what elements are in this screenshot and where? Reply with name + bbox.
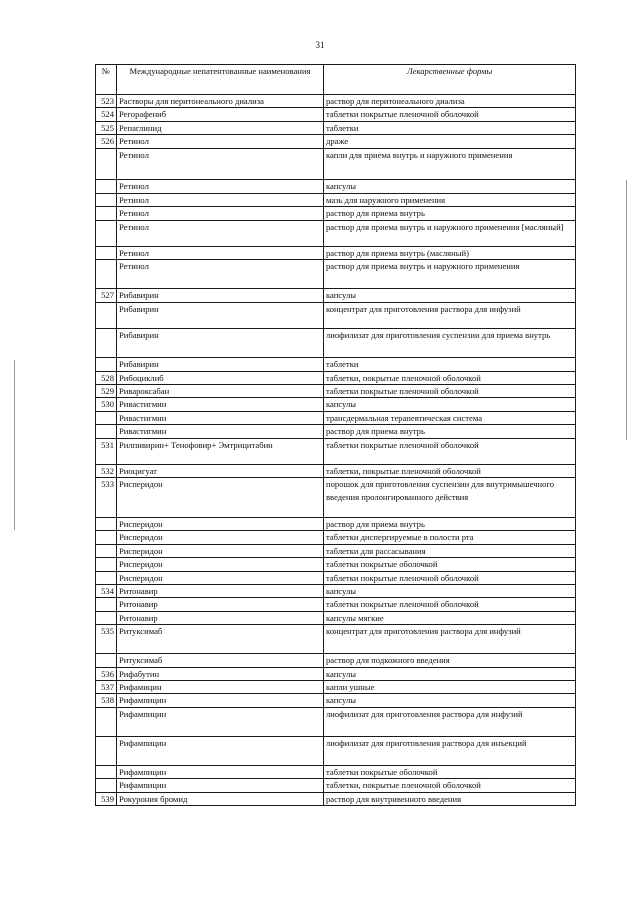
row-number xyxy=(96,358,117,371)
table-row xyxy=(96,411,576,424)
table-header-row xyxy=(96,65,576,95)
dosage-form: таблетки xyxy=(324,358,576,371)
table-row xyxy=(96,193,576,206)
row-number: 524 xyxy=(96,108,117,121)
table-row xyxy=(96,765,576,778)
dosage-form: капсулы xyxy=(324,398,576,411)
inn-name: Рисперидон xyxy=(117,558,324,571)
inn-name: Рибавирин xyxy=(117,329,324,358)
table-row xyxy=(96,558,576,571)
dosage-form: таблетки покрытые пленочной оболочкой xyxy=(324,384,576,397)
medications-table xyxy=(95,64,576,806)
inn-name: Ритуксимаб xyxy=(117,654,324,667)
inn-name: Рокурония бромид xyxy=(117,792,324,805)
header-inn: Международные непатентованные наименования xyxy=(117,65,324,95)
table-row xyxy=(96,654,576,667)
table-row xyxy=(96,425,576,438)
row-number xyxy=(96,611,117,624)
dosage-form: концентрат для приготовления раствора для инфузий xyxy=(324,625,576,654)
dosage-form: таблетки покрытые пленочной оболочкой xyxy=(324,108,576,121)
table-row xyxy=(96,438,576,464)
header-number: № xyxy=(96,65,117,95)
table-row xyxy=(96,135,576,148)
inn-name: Ретинол xyxy=(117,148,324,180)
dosage-form: раствор для внутривенного введения xyxy=(324,792,576,805)
inn-name: Рисперидон xyxy=(117,478,324,518)
inn-name: Ритонавир xyxy=(117,584,324,597)
row-number: 536 xyxy=(96,667,117,680)
inn-name: Риоцигуат xyxy=(117,464,324,477)
dosage-form: таблетки диспергируемые в полости рта xyxy=(324,531,576,544)
header-dosage-forms: Лекарственные формы xyxy=(324,65,576,95)
table-row xyxy=(96,517,576,530)
table-row xyxy=(96,180,576,193)
inn-name: Рисперидон xyxy=(117,544,324,557)
table-row xyxy=(96,384,576,397)
row-number: 525 xyxy=(96,121,117,134)
dosage-form: раствор для приема внутрь xyxy=(324,517,576,530)
table-row xyxy=(96,246,576,259)
row-number: 533 xyxy=(96,478,117,518)
dosage-form: таблетки, покрытые пленочной оболочкой xyxy=(324,464,576,477)
dosage-form: таблетки покрытые пленочной оболочкой xyxy=(324,598,576,611)
row-number xyxy=(96,598,117,611)
dosage-form: концентрат для приготовления раствора для инфузий xyxy=(324,302,576,328)
scan-mark-right xyxy=(626,180,627,440)
table-row xyxy=(96,398,576,411)
dosage-form: раствор для приема внутрь (масляный) xyxy=(324,246,576,259)
dosage-form: раствор для приема внутрь xyxy=(324,207,576,220)
row-number: 532 xyxy=(96,464,117,477)
row-number xyxy=(96,302,117,328)
inn-name: Рифампицин xyxy=(117,694,324,707)
inn-name: Ретинол xyxy=(117,207,324,220)
inn-name: Рифабутин xyxy=(117,667,324,680)
row-number: 526 xyxy=(96,135,117,148)
row-number xyxy=(96,411,117,424)
dosage-form: порошок для приготовления суспензии для внутримышечного введения пролонгированного действия xyxy=(324,478,576,518)
page-number: 31 xyxy=(315,40,325,50)
inn-name: Рифампицин xyxy=(117,707,324,736)
table-row xyxy=(96,329,576,358)
dosage-form: лиофилизат для приготовления суспензии для приема внутрь xyxy=(324,329,576,358)
table-row xyxy=(96,464,576,477)
row-number: 537 xyxy=(96,681,117,694)
table-row xyxy=(96,289,576,302)
table-row xyxy=(96,611,576,624)
row-number: 539 xyxy=(96,792,117,805)
inn-name: Рибавирин xyxy=(117,302,324,328)
scan-mark-left xyxy=(14,360,15,530)
dosage-form: таблетки покрытые пленочной оболочкой xyxy=(324,438,576,464)
inn-name: Ретинол xyxy=(117,246,324,259)
row-number xyxy=(96,220,117,246)
dosage-form: капли ушные xyxy=(324,681,576,694)
inn-name: Ривароксабан xyxy=(117,384,324,397)
row-number xyxy=(96,779,117,792)
table-row xyxy=(96,302,576,328)
row-number xyxy=(96,246,117,259)
row-number xyxy=(96,765,117,778)
row-number xyxy=(96,148,117,180)
dosage-form: капсулы xyxy=(324,584,576,597)
inn-name: Ретинол xyxy=(117,135,324,148)
row-number xyxy=(96,329,117,358)
table-row xyxy=(96,544,576,557)
dosage-form: раствор для приема внутрь и наружного применения [масляный] xyxy=(324,220,576,246)
row-number: 529 xyxy=(96,384,117,397)
inn-name: Ривастигмин xyxy=(117,411,324,424)
row-number xyxy=(96,180,117,193)
dosage-form: раствор для приема внутрь и наружного применения xyxy=(324,260,576,289)
inn-name: Регорафениб xyxy=(117,108,324,121)
inn-name: Ретинол xyxy=(117,220,324,246)
inn-name: Рибоциклиб xyxy=(117,371,324,384)
dosage-form: капсулы мягкие xyxy=(324,611,576,624)
inn-name: Рилпивирин+ Тенофовир+ Эмтрицитабин xyxy=(117,438,324,464)
table-body xyxy=(96,95,576,806)
table-row xyxy=(96,95,576,108)
dosage-form: раствор для перитонеального диализа xyxy=(324,95,576,108)
row-number xyxy=(96,736,117,765)
row-number: 523 xyxy=(96,95,117,108)
dosage-form: драже xyxy=(324,135,576,148)
dosage-form: таблетки, покрытые пленочной оболочкой xyxy=(324,779,576,792)
table-row xyxy=(96,694,576,707)
table-row xyxy=(96,108,576,121)
dosage-form: капли для приема внутрь и наружного применения xyxy=(324,148,576,180)
row-number: 534 xyxy=(96,584,117,597)
dosage-form: лиофилизат для приготовления раствора для инфузий xyxy=(324,707,576,736)
inn-name: Ритонавир xyxy=(117,611,324,624)
dosage-form: лиофилизат для приготовления раствора для инъекций xyxy=(324,736,576,765)
row-number: 535 xyxy=(96,625,117,654)
row-number xyxy=(96,571,117,584)
dosage-form: таблетки покрытые оболочкой xyxy=(324,558,576,571)
inn-name: Ритуксимаб xyxy=(117,625,324,654)
inn-name: Рифампицин xyxy=(117,736,324,765)
row-number xyxy=(96,207,117,220)
dosage-form: таблетки для рассасывания xyxy=(324,544,576,557)
dosage-form: таблетки, покрытые пленочной оболочкой xyxy=(324,371,576,384)
row-number xyxy=(96,260,117,289)
row-number xyxy=(96,544,117,557)
dosage-form: таблетки покрытые пленочной оболочкой xyxy=(324,571,576,584)
table-row xyxy=(96,260,576,289)
inn-name: Ретинол xyxy=(117,180,324,193)
dosage-form: капсулы xyxy=(324,180,576,193)
inn-name: Рифампицин xyxy=(117,765,324,778)
table-row xyxy=(96,667,576,680)
dosage-form: капсулы xyxy=(324,667,576,680)
row-number xyxy=(96,558,117,571)
dosage-form: раствор для приема внутрь xyxy=(324,425,576,438)
row-number xyxy=(96,531,117,544)
inn-name: Рисперидон xyxy=(117,517,324,530)
table-row xyxy=(96,584,576,597)
table-row xyxy=(96,625,576,654)
table-row xyxy=(96,736,576,765)
row-number: 528 xyxy=(96,371,117,384)
dosage-form: капсулы xyxy=(324,694,576,707)
row-number: 530 xyxy=(96,398,117,411)
table-row xyxy=(96,148,576,180)
dosage-form: раствор для подкожного введения xyxy=(324,654,576,667)
inn-name: Рифамицин xyxy=(117,681,324,694)
inn-name: Ретинол xyxy=(117,260,324,289)
row-number xyxy=(96,707,117,736)
inn-name: Рибавирин xyxy=(117,358,324,371)
dosage-form: таблетки покрытые оболочкой xyxy=(324,765,576,778)
inn-name: Растворы для перитонеального диализа xyxy=(117,95,324,108)
row-number: 531 xyxy=(96,438,117,464)
table-row xyxy=(96,478,576,518)
table-row xyxy=(96,121,576,134)
row-number: 527 xyxy=(96,289,117,302)
row-number xyxy=(96,193,117,206)
table-row xyxy=(96,358,576,371)
inn-name: Репаглинид xyxy=(117,121,324,134)
dosage-form: трансдермальная терапевтическая система xyxy=(324,411,576,424)
table-row xyxy=(96,707,576,736)
table-row xyxy=(96,531,576,544)
table-row xyxy=(96,371,576,384)
inn-name: Рисперидон xyxy=(117,571,324,584)
inn-name: Рибавирин xyxy=(117,289,324,302)
dosage-form: мазь для наружного применения xyxy=(324,193,576,206)
row-number xyxy=(96,654,117,667)
inn-name: Ривастигмин xyxy=(117,398,324,411)
table-row xyxy=(96,220,576,246)
table-row xyxy=(96,792,576,805)
table-row xyxy=(96,779,576,792)
inn-name: Рифампицин xyxy=(117,779,324,792)
inn-name: Ретинол xyxy=(117,193,324,206)
table-row xyxy=(96,571,576,584)
dosage-form: таблетки xyxy=(324,121,576,134)
row-number: 538 xyxy=(96,694,117,707)
row-number xyxy=(96,425,117,438)
dosage-form: капсулы xyxy=(324,289,576,302)
table-row xyxy=(96,207,576,220)
row-number xyxy=(96,517,117,530)
inn-name: Ритонавир xyxy=(117,598,324,611)
table-row xyxy=(96,681,576,694)
inn-name: Рисперидон xyxy=(117,531,324,544)
table-row xyxy=(96,598,576,611)
inn-name: Ривастигмин xyxy=(117,425,324,438)
